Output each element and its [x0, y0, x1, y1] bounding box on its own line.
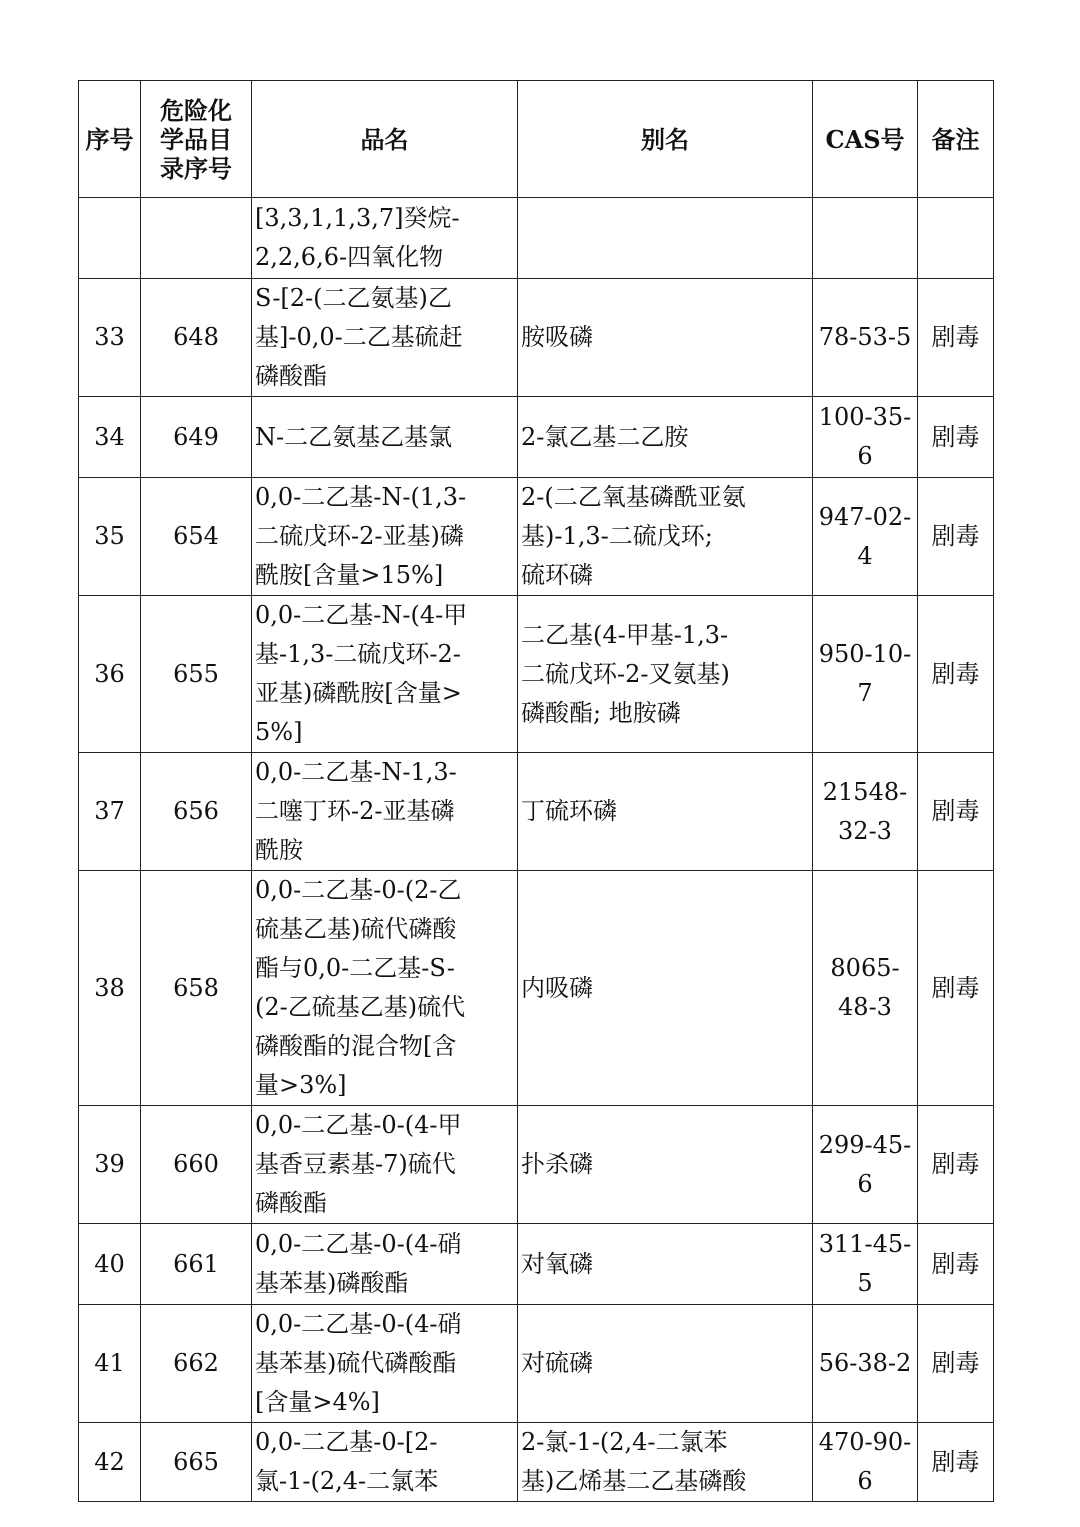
row-note: 剧毒 [918, 596, 994, 753]
row-name: 0,0-二乙基-0-(4-硝 基苯基)硫代磷酸酯 [含量>4%] [252, 1305, 518, 1423]
row-name: 0,0-二乙基-0-[2- 氯-1-(2,4-二氯苯 [252, 1423, 518, 1502]
row-seq: 41 [79, 1305, 141, 1423]
row-name: 0,0-二乙基-N-(1,3- 二硫戊环-2-亚基)磷 酰胺[含量>15%] [252, 478, 518, 596]
header-note: 备注 [918, 81, 994, 198]
row-note: 剧毒 [918, 397, 994, 478]
row-cas: 56-38-2 [813, 1305, 918, 1423]
row-note: 剧毒 [918, 1305, 994, 1423]
row-name: S-[2-(二乙氨基)乙 基]-0,0-二乙基硫赶 磷酸酯 [252, 279, 518, 397]
row-catalog: 665 [141, 1423, 252, 1502]
row-cas: 947-02- 4 [813, 478, 918, 596]
row-catalog: 661 [141, 1224, 252, 1305]
row-name: N-二乙氨基乙基氯 [252, 397, 518, 478]
header-cas: CAS号 [813, 81, 918, 198]
row-alias: 对硫磷 [518, 1305, 813, 1423]
row-cas: 78-53-5 [813, 279, 918, 397]
header-seq: 序号 [79, 81, 141, 198]
row-cas: 950-10- 7 [813, 596, 918, 753]
table-row [79, 596, 994, 753]
table-row [79, 1423, 994, 1502]
row-cas: 299-45- 6 [813, 1106, 918, 1224]
row-alias: 2-氯-1-(2,4-二氯苯 基)乙烯基二乙基磷酸 [518, 1423, 813, 1502]
row-catalog: 656 [141, 753, 252, 871]
row-seq: 35 [79, 478, 141, 596]
row-alias: 对氧磷 [518, 1224, 813, 1305]
row-alias: 丁硫环磷 [518, 753, 813, 871]
row-catalog: 658 [141, 871, 252, 1106]
row-alias: 二乙基(4-甲基-1,3- 二硫戊环-2-叉氨基) 磷酸酯; 地胺磷 [518, 596, 813, 753]
row-catalog [141, 198, 252, 279]
row-alias: 2-(二乙氧基磷酰亚氨 基)-1,3-二硫戊环; 硫环磷 [518, 478, 813, 596]
row-cas: 21548- 32-3 [813, 753, 918, 871]
row-alias: 2-氯乙基二乙胺 [518, 397, 813, 478]
table-row [79, 198, 994, 279]
row-note: 剧毒 [918, 478, 994, 596]
row-seq: 34 [79, 397, 141, 478]
row-alias [518, 198, 813, 279]
table-row [79, 279, 994, 397]
row-alias: 扑杀磷 [518, 1106, 813, 1224]
header-row [79, 81, 994, 198]
row-seq: 42 [79, 1423, 141, 1502]
row-name: 0,0-二乙基-0-(4-硝 基苯基)磷酸酯 [252, 1224, 518, 1305]
row-seq: 39 [79, 1106, 141, 1224]
header-alias: 别名 [518, 81, 813, 198]
row-catalog: 660 [141, 1106, 252, 1224]
row-cas: 8065- 48-3 [813, 871, 918, 1106]
header-name: 品名 [252, 81, 518, 198]
table-row [79, 871, 994, 1106]
row-cas: 100-35- 6 [813, 397, 918, 478]
row-catalog: 654 [141, 478, 252, 596]
table-row [79, 753, 994, 871]
row-name: [3,3,1,1,3,7]癸烷- 2,2,6,6-四氧化物 [252, 198, 518, 279]
row-name: 0,0-二乙基-0-(4-甲 基香豆素基-7)硫代 磷酸酯 [252, 1106, 518, 1224]
row-cas: 470-90- 6 [813, 1423, 918, 1502]
row-alias: 内吸磷 [518, 871, 813, 1106]
row-cas: 311-45- 5 [813, 1224, 918, 1305]
row-seq: 38 [79, 871, 141, 1106]
row-catalog: 662 [141, 1305, 252, 1423]
table-row [79, 478, 994, 596]
row-note: 剧毒 [918, 1224, 994, 1305]
row-note: 剧毒 [918, 279, 994, 397]
table-row [79, 1106, 994, 1224]
row-seq: 37 [79, 753, 141, 871]
row-catalog: 649 [141, 397, 252, 478]
row-name: 0,0-二乙基-N-1,3- 二噻丁环-2-亚基磷 酰胺 [252, 753, 518, 871]
row-cas [813, 198, 918, 279]
row-seq: 40 [79, 1224, 141, 1305]
row-seq [79, 198, 141, 279]
row-catalog: 655 [141, 596, 252, 753]
header-catalog: 危险化 学品目 录序号 [141, 81, 252, 198]
row-note: 剧毒 [918, 1423, 994, 1502]
row-catalog: 648 [141, 279, 252, 397]
row-seq: 36 [79, 596, 141, 753]
row-seq: 33 [79, 279, 141, 397]
row-note: 剧毒 [918, 753, 994, 871]
row-note [918, 198, 994, 279]
row-name: 0,0-二乙基-N-(4-甲 基-1,3-二硫戊环-2- 亚基)磷酰胺[含量> 5%] [252, 596, 518, 753]
table-row [79, 397, 994, 478]
row-alias: 胺吸磷 [518, 279, 813, 397]
row-note: 剧毒 [918, 871, 994, 1106]
row-note: 剧毒 [918, 1106, 994, 1224]
table-row [79, 1224, 994, 1305]
row-name: 0,0-二乙基-0-(2-乙 硫基乙基)硫代磷酸 酯与0,0-二乙基-S- (2-乙硫基乙基)硫代 磷酸酯的混合物[含 量>3%] [252, 871, 518, 1106]
chemical-table [78, 80, 994, 1502]
table-row [79, 1305, 994, 1423]
